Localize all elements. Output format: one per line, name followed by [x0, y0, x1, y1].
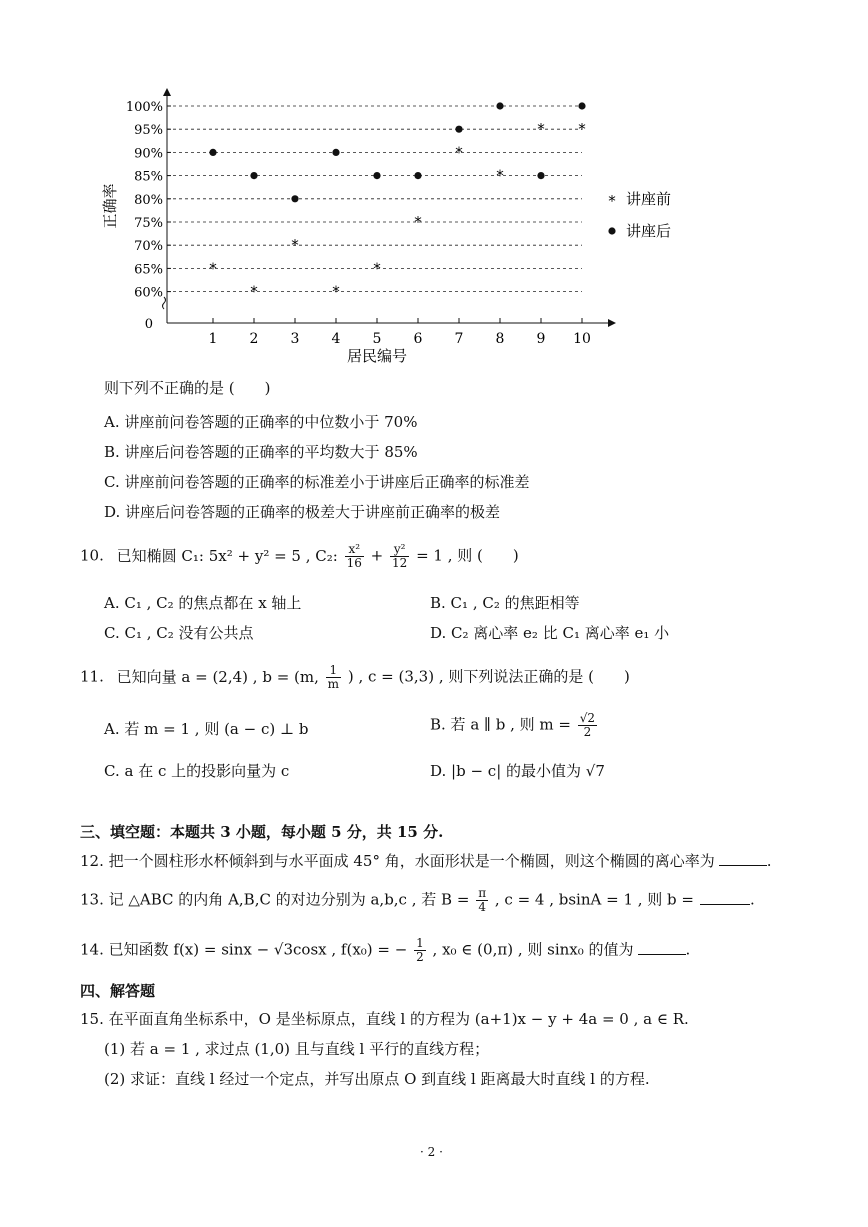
q15-part-1: (1) 若 a = 1 , 求过点 (1,0) 且与直线 l 平行的直线方程； — [104, 1040, 490, 1058]
x-tick-label: 2 — [249, 331, 259, 347]
point-before-lecture: * — [250, 282, 258, 301]
y-tick-label: 60% — [134, 285, 163, 301]
point-after-lecture — [414, 172, 421, 179]
y-tick-label: 70% — [134, 239, 163, 255]
q11-stem: 11. 已知向量 a = (2,4) , b = (m, $\frac{1}{m}$ ) , c = (3,3) , 则下列说法正确的是 ( ) — [80, 663, 630, 691]
legend-marker-after — [608, 227, 615, 234]
y-tick-label: 75% — [134, 216, 163, 231]
x-tick-label: 10 — [573, 331, 591, 347]
y-tick-label: 80% — [134, 192, 163, 208]
q10-option-a: A. C₁ , C₂ 的焦点都在 x 轴上 — [104, 594, 302, 612]
x-axis-arrow — [608, 319, 616, 327]
q10-option-b: B. C₁ , C₂ 的焦距相等 — [430, 594, 580, 612]
point-after-lecture — [537, 172, 544, 179]
y-axis-arrow — [163, 88, 171, 96]
x-tick-label: 3 — [290, 331, 300, 347]
q11-option-b: B. 若 a ∥ b , 则 m = $\frac{√2}{2}$ — [430, 711, 596, 739]
q11-option-c: C. a 在 c 上的投影向量为 c — [104, 762, 290, 780]
q9-option-c: C. 讲座前问卷答题的正确率的标准差小于讲座后正确率的标准差 — [104, 473, 530, 491]
point-before-lecture: * — [373, 259, 381, 278]
point-after-lecture — [455, 126, 462, 133]
point-before-lecture: * — [537, 120, 545, 139]
point-before-lecture: * — [496, 166, 504, 185]
x-tick-label: 6 — [413, 331, 423, 347]
q14: 14. 已知函数 f(x) = sinx − √3cosx , f(x₀) = − $\frac{1}{2}$ , x₀ ∈ (0,π) , 则 sinx₀ 的值为 . — [80, 936, 691, 964]
q9-stem: 则下列不正确的是 ( ) — [104, 379, 271, 397]
point-after-lecture — [291, 195, 298, 202]
point-after-lecture — [209, 149, 216, 156]
y-tick-label: 85% — [134, 169, 163, 185]
x-tick-label: 9 — [536, 331, 546, 347]
q10-option-d: D. C₂ 离心率 e₂ 比 C₁ 离心率 e₁ 小 — [430, 624, 670, 642]
y-tick-label: 100% — [125, 100, 163, 115]
y-axis-label: 正确率 — [101, 183, 119, 229]
y-tick-label: 65% — [134, 262, 163, 278]
point-after-lecture — [373, 172, 380, 179]
point-after-lecture — [496, 102, 503, 109]
accuracy-scatter-chart — [95, 88, 715, 368]
point-before-lecture: * — [414, 213, 422, 231]
point-before-lecture: * — [455, 143, 463, 162]
legend-label-after: 讲座后 — [626, 222, 672, 240]
q10-option-c: C. C₁ , C₂ 没有公共点 — [104, 624, 254, 642]
q11-option-d: D. |b − c| 的最小值为 √7 — [430, 762, 605, 780]
q12: 12. 把一个圆柱形水杯倾斜到与水平面成 45° 角，水面形状是一个椭圆，则这个椭圆的离心率为 . — [80, 852, 772, 870]
x-tick-label: 8 — [495, 331, 505, 347]
x-axis-label: 居民编号 — [346, 347, 408, 365]
x-tick-label: 7 — [454, 331, 464, 347]
point-after-lecture — [578, 102, 585, 109]
legend-marker-before: * — [608, 192, 616, 210]
point-before-lecture: * — [578, 120, 586, 139]
q10-stem: 10. 已知椭圆 C₁: 5x² + y² = 5 , C₂: $\frac{\text{x²}}{16}$ + $\frac{\text{y²}}{12}$ = 1 , 则 ( ) — [80, 542, 519, 570]
point-after-lecture — [250, 172, 257, 179]
q11-option-a: A. 若 m = 1 , 则 (a − c) ⊥ b — [104, 720, 309, 738]
section-4-heading: 四、解答题 — [80, 982, 156, 1000]
point-after-lecture — [332, 149, 339, 156]
y-tick-label: 90% — [134, 146, 163, 162]
page-number: · 2 · — [420, 1145, 443, 1159]
point-before-lecture: * — [291, 236, 299, 255]
q9-option-b: B. 讲座后问卷答题的正确率的平均数大于 85% — [104, 443, 418, 461]
q9-option-a: A. 讲座前问卷答题的正确率的中位数小于 70% — [104, 413, 418, 431]
x-tick-label: 5 — [372, 331, 382, 347]
legend-label-before: 讲座前 — [626, 190, 672, 208]
x-tick-label: 1 — [208, 331, 218, 347]
y-tick-label: 95% — [134, 123, 163, 139]
origin-label: 0 — [144, 317, 153, 332]
point-before-lecture: * — [332, 282, 340, 301]
x-tick-label: 4 — [331, 331, 341, 347]
q15-part-2: (2) 求证：直线 l 经过一个定点，并写出原点 O 到直线 l 距离最大时直线 l 的方程. — [104, 1070, 650, 1088]
q13: 13. 记 △ABC 的内角 A,B,C 的对边分别为 a,b,c , 若 B = $\frac{\pi}{4}$ , c = 4 , bsinA = 1 , 则 b = . — [80, 886, 755, 914]
point-before-lecture: * — [209, 259, 217, 278]
q15-stem: 15. 在平面直角坐标系中，O 是坐标原点，直线 l 的方程为 (a+1)x − y + 4a = 0 , a ∈ R. — [80, 1010, 689, 1028]
section-3-heading: 三、填空题：本题共 3 小题，每小题 5 分，共 15 分. — [80, 823, 444, 841]
q9-option-d: D. 讲座后问卷答题的正确率的极差大于讲座前正确率的极差 — [104, 503, 501, 521]
